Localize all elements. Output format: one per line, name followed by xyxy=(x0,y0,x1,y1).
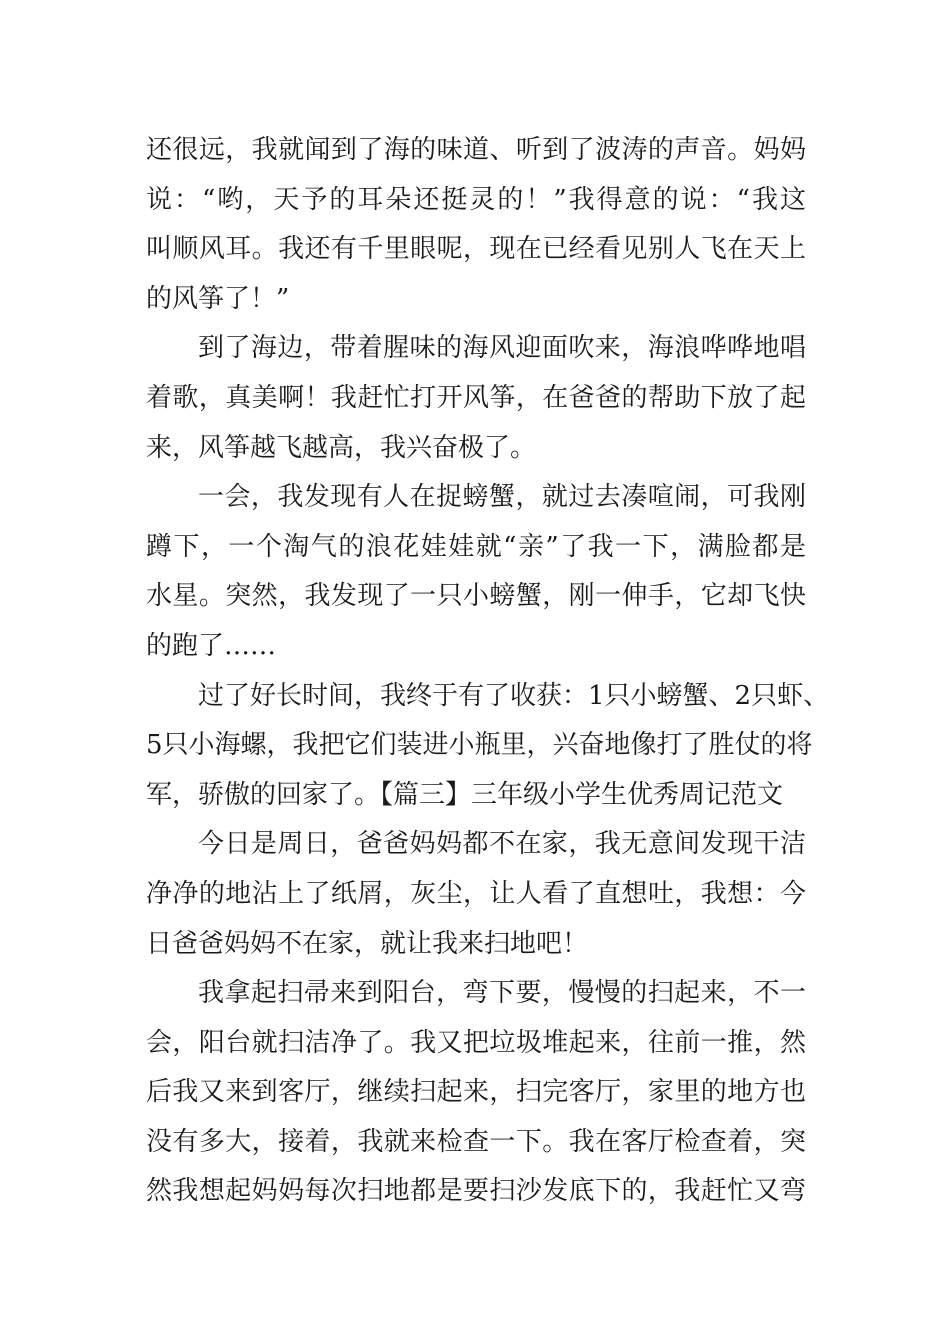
text-line: 没有多大，接着，我就来检查一下。我在客厅检查着，突 xyxy=(146,1126,806,1157)
paragraph-first-line: 我拿起扫帚来到阳台，弯下要，慢慢的扫起来，不一 xyxy=(198,978,806,1009)
text-line: 5只小海螺，我把它们装进小瓶里，兴奋地像打了胜仗的将 xyxy=(146,730,813,761)
text-line: 说：“哟，天予的耳朵还挺灵的！”我得意的说：“我这 xyxy=(146,184,806,215)
text-line: 叫顺风耳。我还有千里眼呢，现在已经看见别人飞在天上 xyxy=(146,234,806,265)
paragraph-first-line: 一会，我发现有人在捉螃蟹，就过去凑喧闹，可我刚 xyxy=(198,482,806,513)
paragraph-first-line: 过了好长时间，我终于有了收获：1只小螃蟹、2只虾、 xyxy=(198,680,830,711)
paragraph-first-line: 今日是周日，爸爸妈妈都不在家，我无意间发现干洁 xyxy=(198,829,806,860)
text-line: 的跑了…… xyxy=(146,630,277,661)
text-line: 会，阳台就扫洁净了。我又把垃圾堆起来，往前一推，然 xyxy=(146,1027,806,1058)
text-line: 后我又来到客厅，继续扫起来，扫完客厅，家里的地方也 xyxy=(146,1077,806,1108)
text-line: 还很远，我就闻到了海的味道、听到了波涛的声音。妈妈 xyxy=(146,135,806,165)
body-text xyxy=(146,126,830,1217)
text-line: 着歌，真美啊！我赶忙打开风筝，在爸爸的帮助下放了起 xyxy=(146,382,806,413)
text-line: 水星。突然，我发现了一只小螃蟹，刚一伸手，它却飞快 xyxy=(146,581,806,612)
text-line: 来，风筝越飞越高，我兴奋极了。 xyxy=(146,432,537,463)
text-line: 军，骄傲的回家了。【篇三】三年级小学生优秀周记范文 xyxy=(146,779,784,810)
paragraph-first-line: 到了海边，带着腥味的海风迎面吹来，海浪哗哗地唱 xyxy=(198,333,806,364)
text-line: 净净的地沾上了纸屑，灰尘，让人看了直想吐，我想：今 xyxy=(146,878,806,909)
text-line: 蹲下，一个淘气的浪花娃娃就“亲”了我一下，满脸都是 xyxy=(146,531,806,562)
text-line: 然我想起妈妈每次扫地都是要扫沙发底下的，我赶忙又弯 xyxy=(146,1176,806,1207)
text-line: 的风筝了！” xyxy=(146,283,290,314)
text-line: 日爸爸妈妈不在家，就让我来扫地吧！ xyxy=(146,928,589,959)
